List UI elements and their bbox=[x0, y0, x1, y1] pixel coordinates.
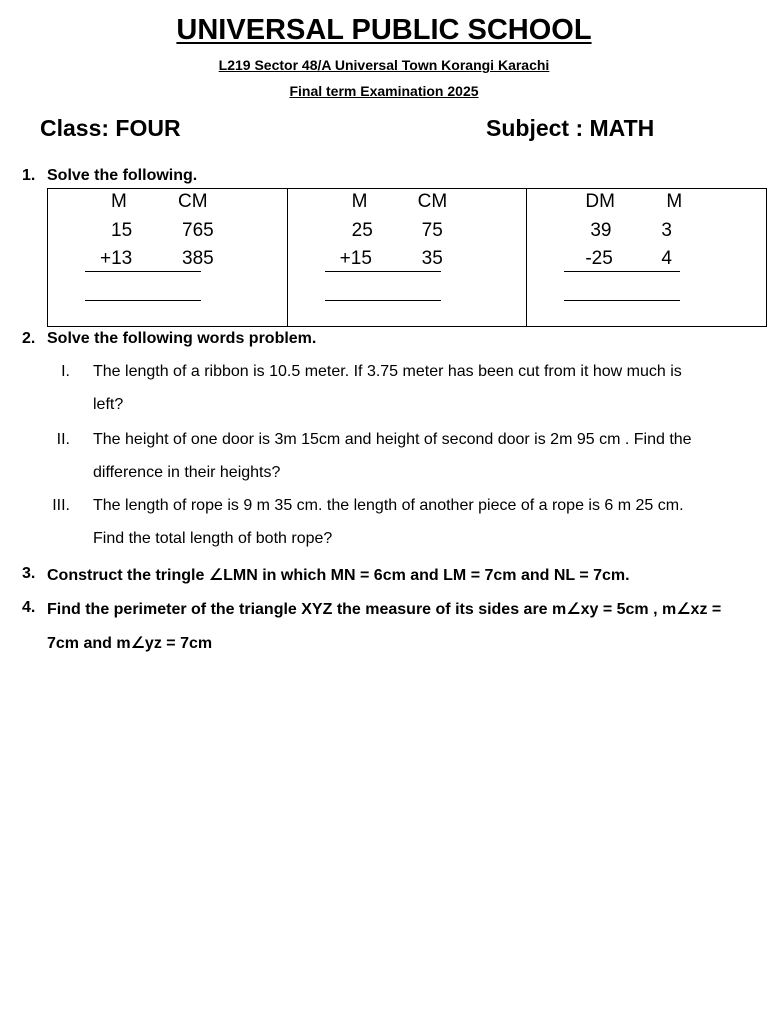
cell-col2-header: CM bbox=[178, 191, 208, 212]
q3-number: 3. bbox=[22, 565, 36, 582]
q1-number: 1. bbox=[22, 167, 36, 184]
q2-item1-line2: left? bbox=[93, 396, 124, 413]
cell-col1-header: DM bbox=[585, 191, 615, 212]
cell-col2-header: CM bbox=[417, 191, 448, 212]
q2-number: 2. bbox=[22, 330, 36, 347]
q2-item3-text bbox=[93, 489, 763, 555]
q1-cell-1 bbox=[48, 189, 288, 326]
q2-item2-line2: difference in their heights? bbox=[93, 464, 281, 481]
sum-line bbox=[564, 271, 680, 272]
cell-row1-b: 75 bbox=[421, 220, 443, 241]
cell-row2-b: 4 bbox=[661, 248, 672, 269]
cell-col1-header: M bbox=[111, 191, 127, 212]
q4-line2: 7cm and m∠yz = 7cm bbox=[47, 635, 213, 652]
q2-item3-numeral: III. bbox=[52, 497, 70, 514]
class-label: Class: FOUR bbox=[40, 115, 181, 141]
q1-grid bbox=[47, 188, 767, 327]
cell-col2-header: M bbox=[666, 191, 683, 212]
cell-row2-b: 35 bbox=[421, 248, 443, 269]
cell-row2-a: -25 bbox=[585, 248, 613, 269]
q2-item1-line1: The length of a ribbon is 10.5 meter. If 3.75 meter has been cut from it how much is bbox=[93, 363, 682, 380]
q2-item2-numeral: II. bbox=[56, 431, 70, 448]
q2-item2-line1: The height of one door is 3m 15cm and height of second door is 2m 95 cm . Find the bbox=[93, 431, 692, 448]
q2-item1-text bbox=[93, 355, 763, 421]
cell-col1-header: M bbox=[351, 191, 368, 212]
cell-row1-b: 3 bbox=[661, 220, 672, 241]
cell-row1-a: 15 bbox=[111, 220, 133, 241]
sum-line bbox=[325, 271, 441, 272]
cell-row1-a: 39 bbox=[590, 220, 612, 241]
q3-text: Construct the tringle ∠LMN in which MN = 6cm and LM = 7cm and NL = 7cm. bbox=[47, 567, 630, 584]
q2-item3-line2: Find the total length of both rope? bbox=[93, 530, 333, 547]
school-name: UNIVERSAL PUBLIC SCHOOL bbox=[176, 14, 592, 46]
q2-item1-numeral: I. bbox=[61, 363, 70, 380]
sum-line bbox=[85, 271, 201, 272]
cell-row2-b: 385 bbox=[182, 248, 214, 269]
cell-row1-b: 765 bbox=[182, 220, 214, 241]
q1-text: Solve the following. bbox=[47, 167, 198, 184]
subject-label: Subject : MATH bbox=[486, 115, 655, 141]
cell-row2-a: +13 bbox=[100, 248, 133, 269]
answer-line bbox=[325, 300, 441, 301]
answer-line bbox=[85, 300, 201, 301]
q1-cell-3 bbox=[527, 189, 766, 326]
school-address: L219 Sector 48/A Universal Town Korangi Karachi bbox=[218, 57, 550, 73]
q2-item3-line1: The length of rope is 9 m 35 cm. the length of another piece of a rope is 6 m 25 cm. bbox=[93, 497, 684, 514]
cell-row1-a: 25 bbox=[351, 220, 373, 241]
q2-text: Solve the following words problem. bbox=[47, 330, 317, 347]
cell-row2-a: +15 bbox=[339, 248, 372, 269]
q4-line1: Find the perimeter of the triangle XYZ the measure of its sides are m∠xy = 5cm , m∠xz = bbox=[47, 601, 722, 618]
q1-cell-2 bbox=[288, 189, 528, 326]
q4-number: 4. bbox=[22, 599, 36, 616]
q2-item2-text bbox=[93, 423, 763, 489]
exam-title: Final term Examination 2025 bbox=[289, 83, 479, 99]
answer-line bbox=[564, 300, 680, 301]
